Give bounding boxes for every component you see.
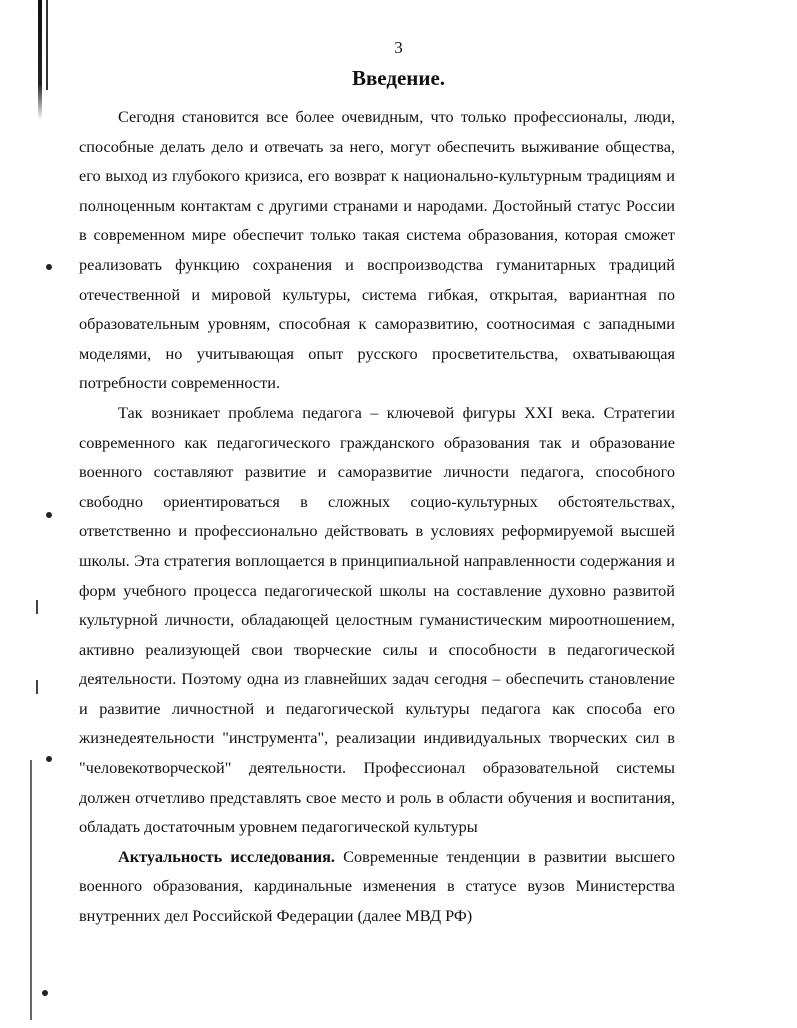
- body-text: [79, 102, 675, 931]
- paragraph: Так возникает проблема педагога – ключевой фигуры XXI века. Стратегии современного как педагогического гражданского образования так и образование военного составляют развитие и саморазвитие личности педагога, способного свободно ориентироваться в сложных социо-культурных обстоятельствах, ответственно и профессионально действовать в условиях реформируемой высшей школы. Эта стратегия воплощается в принципиальной направленности содержания и форм учебного процесса педагогической школы на составление духовно развитой культурной личности, обладающей целостным гуманистическим мироотношением, активно реализующей свои творческие силы и способности в педагогической деятельности. Поэтому одна из главнейших задач сегодня – обеспечить становление и развитие личностной и педагогической культуры педагога как способа его жизнедеятельности "инструмента", реализации индивидуальных творческих сил в "человекотворческой" деятельности. Профессионал образовательной системы должен отчетливо представлять свое место и роль в области обучения и воспитания, обладать достаточным уровнем педагогической культуры: [79, 402, 675, 837]
- page-number: 3: [394, 38, 403, 57]
- section-heading: Актуальность исследования.: [118, 846, 335, 866]
- scan-speck: [46, 512, 52, 518]
- paragraph-text: Современные тенденции в развитии высшего военного образования, кардинальные изменения в статусе вузов Министерства внутренних дел Российской Федерации (далее МВД РФ): [79, 846, 675, 926]
- paragraph: [79, 842, 675, 931]
- paragraph: Сегодня становится все более очевидным, что только профессионалы, люди, способные делать дело и отвечать за него, могут обеспечить выживание общества, его выход из глубокого кризиса, его возврат к национально-культурным традициям и полноценным контактам с другими странами и народами. Достойный статус России в современном мире обеспечит только такая система образования, которая сможет реализовать функцию сохранения и воспроизводства гуманитарных традиций отечественной и мировой культуры, система гибкая, открытая, вариантная по образовательным уровням, способная к саморазвитию, соотносимая с западными моделями, но учитывающая опыт русского просветительства, охватывающая потребности современности.: [79, 107, 675, 393]
- scan-speck: [46, 756, 52, 762]
- scan-speck: [46, 264, 52, 270]
- scan-speck: [36, 680, 38, 694]
- scan-speck: [36, 600, 38, 614]
- scan-speck: [42, 990, 48, 996]
- page-title: Введение.: [351, 66, 446, 90]
- scan-edge-mark: [38, 0, 42, 120]
- scan-edge-mark: [30, 760, 32, 1020]
